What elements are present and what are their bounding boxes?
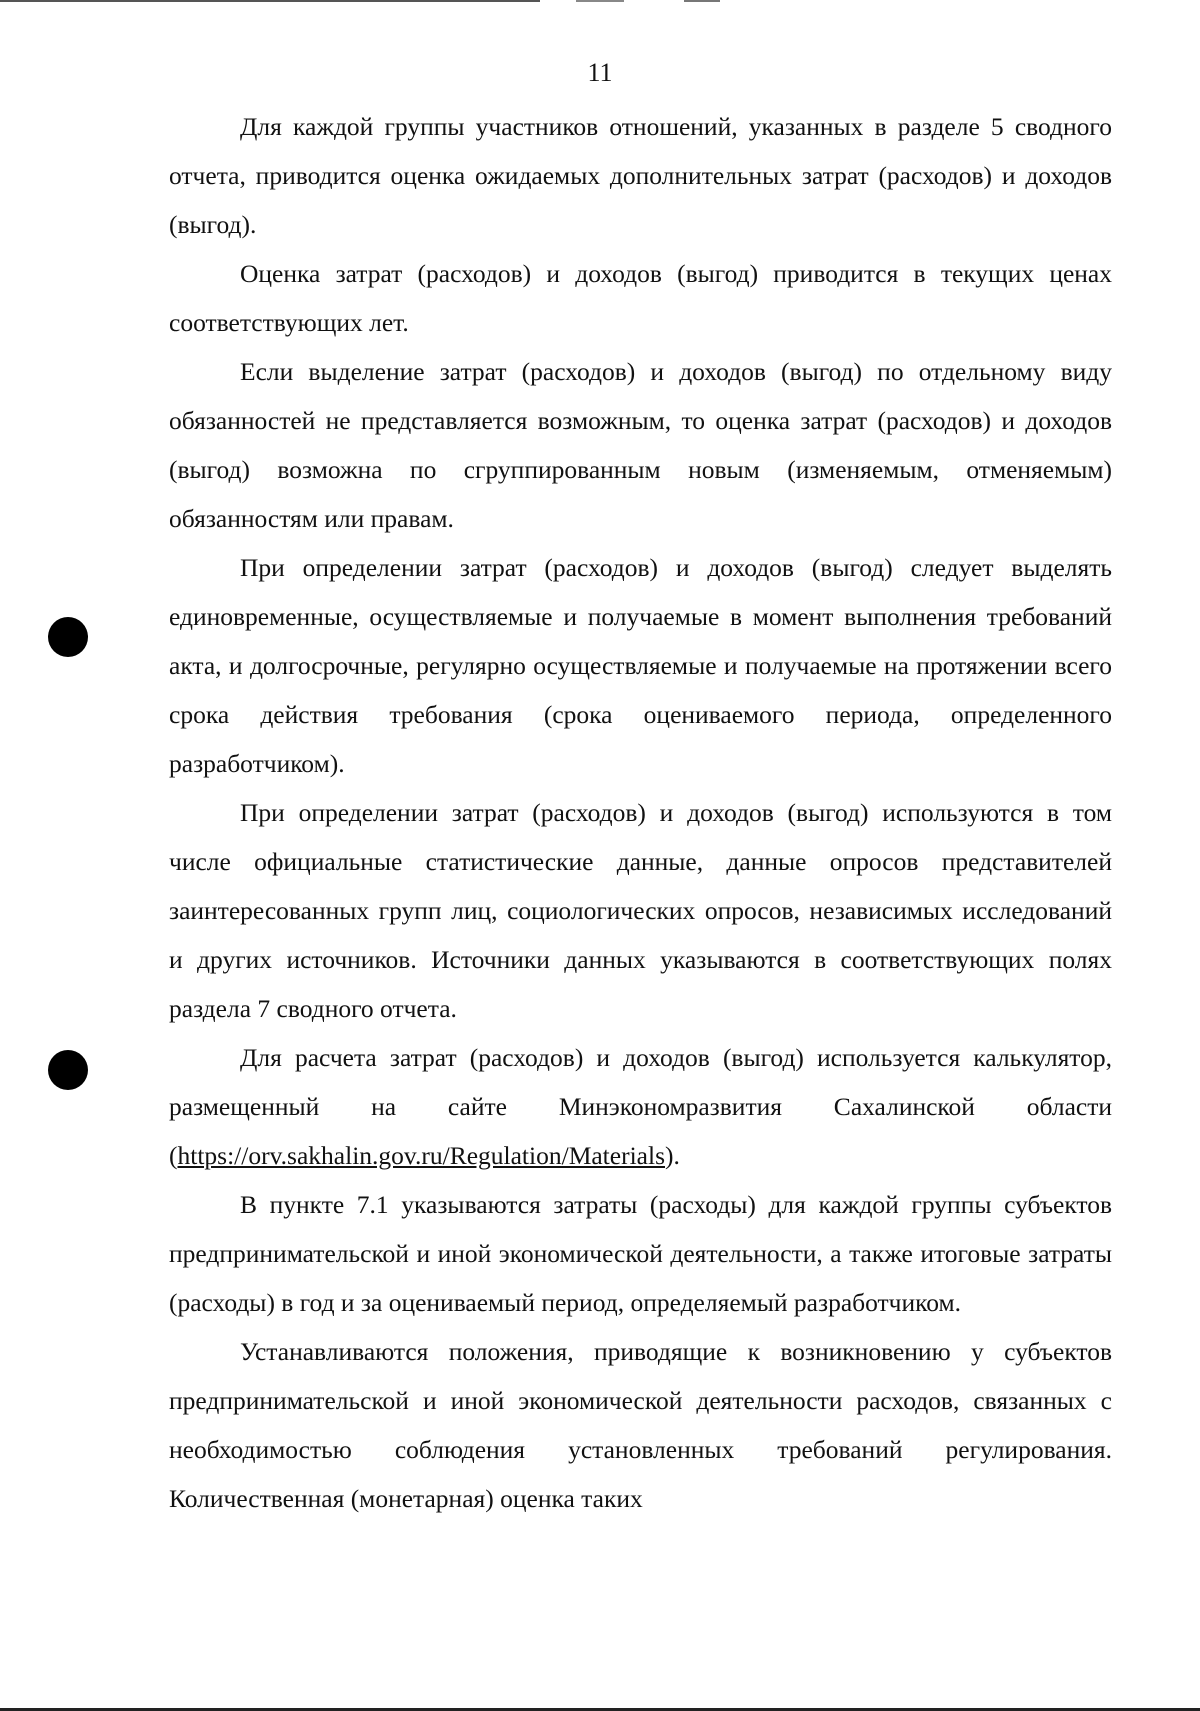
paragraph-with-link — [169, 1033, 1112, 1180]
scan-edge-top — [0, 0, 1200, 2]
page-number: 11 — [587, 58, 613, 87]
paragraph: В пункте 7.1 указываются затраты (расходы) для каждой группы субъектов предпринимательской и иной экономической деятельности, а также итоговые затраты (расходы) в год и за оцениваемый период, определяемый разработчиком. — [169, 1190, 1112, 1317]
document-body — [169, 102, 1112, 1523]
paragraph: Устанавливаются положения, приводящие к возникновению у субъектов предпринимательской и иной экономической деятельности расходов, связанных с необходимостью соблюдения установленных требований регулирования. Количественная (монетарная) оценка таких — [169, 1337, 1112, 1513]
punch-hole — [48, 617, 88, 657]
punch-hole — [48, 1050, 88, 1090]
paragraph: Оценка затрат (расходов) и доходов (выгод) приводится в текущих ценах соответствующих лет. — [169, 259, 1112, 337]
paragraph: При определении затрат (расходов) и доходов (выгод) следует выделять единовременные, осуществляемые и получаемые в момент выполнения требований акта, и долгосрочные, регулярно осуществляемые и получаемые на протяжении всего срока действия требования (срока оцениваемого периода, определенного разработчиком). — [169, 553, 1112, 778]
paragraph-text: ). — [665, 1141, 680, 1170]
paragraph: Если выделение затрат (расходов) и доходов (выгод) по отдельному виду обязанностей не представляется возможным, то оценка затрат (расходов) и доходов (выгод) возможна по сгруппированным новым (изменяемым, отменяемым) обязанностям или правам. — [169, 357, 1112, 533]
paragraph: Для каждой группы участников отношений, указанных в разделе 5 сводного отчета, приводится оценка ожидаемых дополнительных затрат (расходов) и доходов (выгод). — [169, 112, 1112, 239]
paragraph: При определении затрат (расходов) и доходов (выгод) используются в том числе официальные статистические данные, данные опросов представителей заинтересованных групп лиц, социологических опросов, независимых исследований и других источников. Источники данных указываются в соответствующих полях раздела 7 сводного отчета. — [169, 798, 1112, 1023]
materials-link[interactable]: https://orv.sakhalin.gov.ru/Regulation/Materials — [177, 1141, 665, 1170]
paragraph-text: Для расчета затрат (расходов) и доходов (выгод) используется калькулятор, размещенный на сайте Минэкономразвития Сахалинской области ( — [169, 1043, 1112, 1170]
